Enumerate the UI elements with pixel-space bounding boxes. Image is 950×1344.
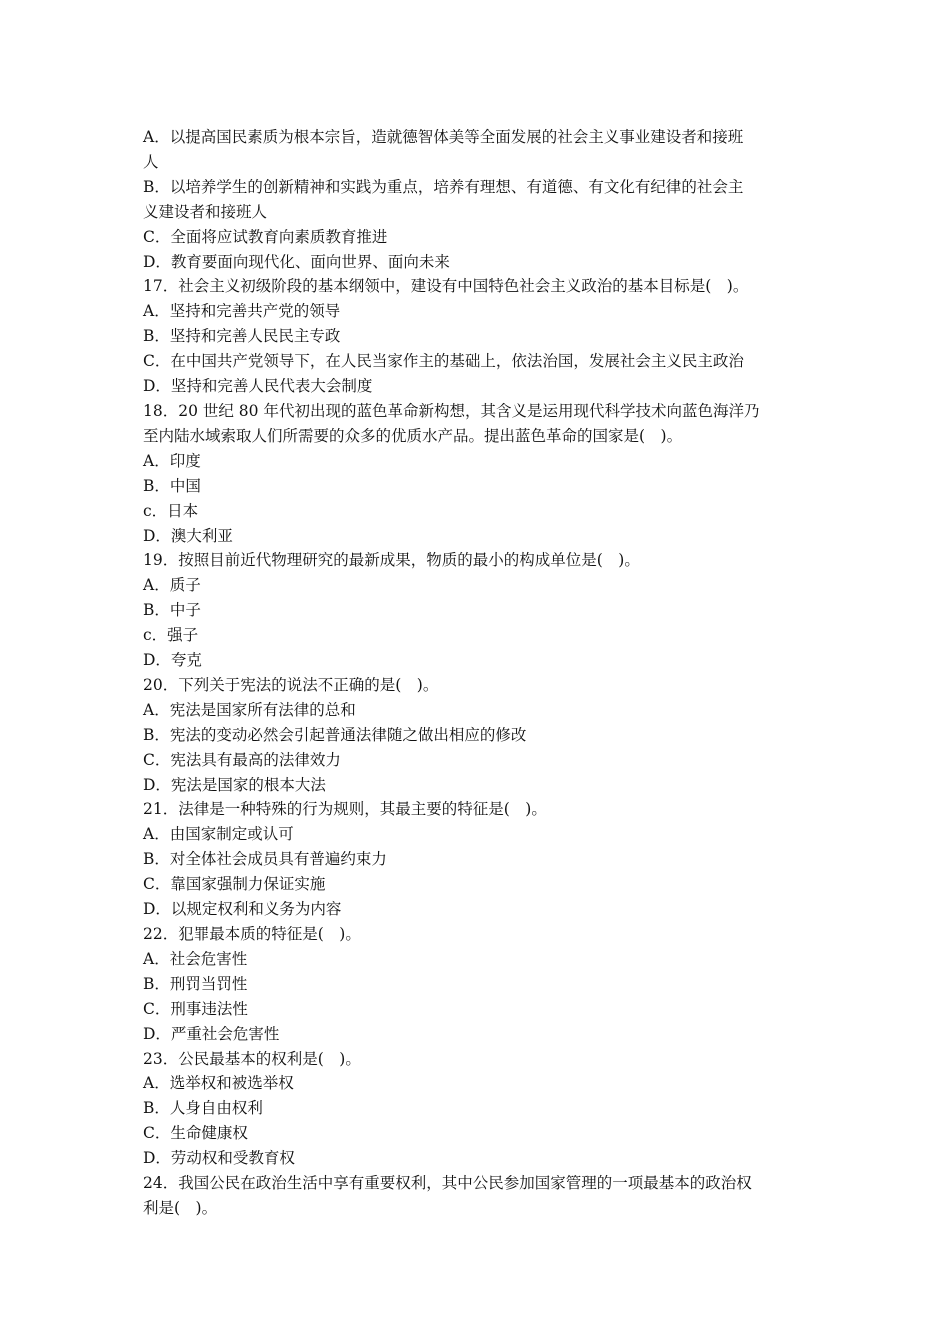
text-line: C．全面将应试教育向素质教育推进 [143,227,388,246]
text-line: C．在中国共产党领导下，在人民当家作主的基础上，依法治国，发展社会主义民主政治 [143,352,744,371]
text-line: B．刑罚当罚性 [143,974,248,993]
question-24: 24．我国公民在政治生活中享有重要权利，其中公民参加国家管理的一项最基本的政治权 [143,1174,752,1193]
text-line: A．社会危害性 [143,949,248,968]
text-line: C．靠国家强制力保证实施 [143,875,326,894]
text-line: D．以规定权利和义务为内容 [143,900,342,919]
question-18: 18．20 世纪 80 年代初出现的蓝色革命新构想，其含义是运用现代科学技术向蓝色海洋乃 [143,401,760,420]
question-21: 21．法律是一种特殊的行为规则，其最主要的特征是( )。 [143,800,547,819]
text-line: D．教育要面向现代化、面向世界、面向未来 [143,252,450,271]
question-23: 23．公民最基本的权利是( )。 [143,1049,361,1068]
text-line: A．质子 [143,576,201,595]
text-line: A．以提高国民素质为根本宗旨，造就德智体美等全面发展的社会主义事业建设者和接班 [143,128,744,146]
text-line: C．刑事违法性 [143,999,248,1018]
question-22: 22．犯罪最本质的特征是( )。 [143,925,361,943]
text-line: D．劳动权和受教育权 [143,1149,295,1168]
text-line: C．生命健康权 [143,1124,248,1143]
text-line: B．以培养学生的创新精神和实践为重点，培养有理想、有道德、有文化有纪律的社会主 [143,177,744,196]
document-page [143,125,811,1221]
text-line: D．澳大利亚 [143,526,233,545]
text-line: c．强子 [143,626,199,645]
question-17: 17．社会主义初级阶段的基本纲领中，建设有中国特色社会主义政治的基本目标是( )。 [143,277,749,296]
text-line: B．人身自由权利 [143,1099,263,1118]
text-line: A．宪法是国家所有法律的总和 [143,700,356,719]
text-line: D．宪法是国家的根本大法 [143,775,326,794]
text-line: C．宪法具有最高的法律效力 [143,750,341,769]
text-line: 义建设者和接班人 [143,202,268,221]
text-line: A．选举权和被选举权 [143,1074,294,1093]
text-line: 人 [143,152,159,171]
text-line: D．夸克 [143,651,202,670]
question-19: 19．按照目前近代物理研究的最新成果，物质的最小的构成单位是( )。 [143,551,640,570]
text-line: A．印度 [143,451,201,470]
text-line: D．坚持和完善人民代表大会制度 [143,377,373,396]
question-20: 20．下列关于宪法的说法不正确的是( )。 [143,675,439,694]
text-line: B．中国 [143,476,201,495]
text-line: D．严重社会危害性 [143,1024,280,1043]
text-line: B．坚持和完善人民民主专政 [143,327,341,346]
text-line: B．中子 [143,601,201,620]
text-line: 至内陆水域索取人们所需要的众多的优质水产品。提出蓝色革命的国家是( )。 [143,426,683,445]
text-line: c．日本 [143,501,199,520]
text-line: B．宪法的变动必然会引起普通法律随之做出相应的修改 [143,725,527,744]
text-line: A．由国家制定或认可 [143,825,294,844]
text-line: 利是( )。 [143,1198,218,1217]
text-line: B．对全体社会成员具有普遍约束力 [143,850,387,869]
text-line: A．坚持和完善共产党的领导 [143,302,341,321]
